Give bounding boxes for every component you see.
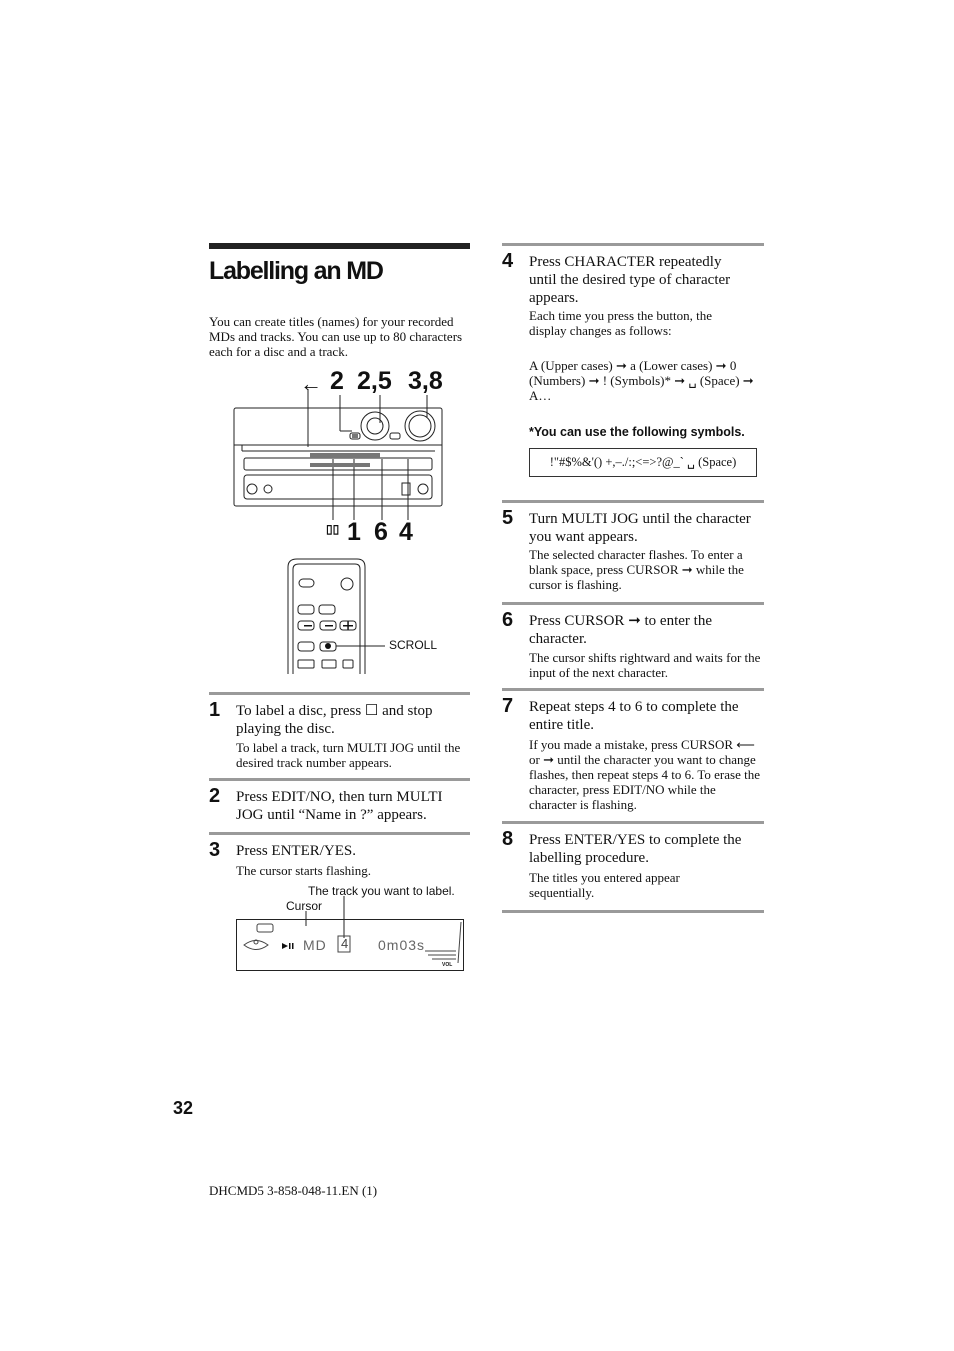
step-number: 5 [502,507,514,529]
step-number: 8 [502,828,514,850]
step-instruction: Press EDIT/NO, then turn MULTI JOG until “Name in ?” appears. [236,789,443,823]
diagram-label-4: 4 [399,518,413,546]
display-diagram [236,880,468,975]
step-instruction: Repeat steps 4 to 6 to complete the entire title. [529,699,739,733]
symbols-note: *You can use the following symbols. [529,425,745,439]
vol-label: VOL [442,962,453,968]
step-instruction: Press ENTER/YES. [236,843,356,859]
scroll-label: SCROLL [389,638,438,652]
step-detail: To label a track, turn MULTI JOG until the desired track number appears. [236,740,461,770]
step-8 [502,821,764,912]
step-number: 1 [209,699,221,721]
step-detail: The cursor starts flashing. [236,863,372,878]
step-1 [209,692,470,779]
diagram-label-left-arrow: ← [300,371,322,396]
footer-code: DHCMD5 3-858-048-11.EN (1) [209,1183,378,1198]
step-detail: Each time you press the button, the display changes as follows: [529,308,713,338]
remote-diagram [285,557,445,675]
step-detail: The cursor shifts rightward and waits for the input of the next character. [529,650,761,680]
diagram-label-3-8: 3,8 [408,367,443,395]
step-7 [502,688,764,823]
lcd-time: 0m03s [378,937,426,953]
diagram-label-2: 2 [330,367,344,395]
step-number: 2 [209,785,221,807]
step-instruction: Press CURSOR ➞ to enter the character. [529,613,712,647]
step-detail: The selected character flashes. To enter a blank space, press CURSOR ➞ while the cursor is flashing. [529,547,744,592]
lcd-md-text: MD [303,937,327,953]
unit-diagram [230,365,470,550]
character-sequence: A (Upper cases) ➞ a (Lower cases) ➞ 0 (Numbers) ➞ ! (Symbols)* ➞ ␣ (Space) ➞ A… [529,358,754,403]
step-instruction: To label a disc, press ☐ and stop playing the disc. [236,703,433,737]
page-number: 32 [173,1098,194,1118]
step-number: 6 [502,609,514,631]
lcd-track-number: 4 [341,936,349,951]
page-title: Labelling an MD [209,243,470,286]
diagram-label-pause: ▯▯ [326,522,340,536]
step-number: 3 [209,839,221,861]
track-annotation: The track you want to label. [308,884,455,898]
intro-text: You can create titles (names) for your recorded MDs and tracks. You can use up to 80 characters each for a disc and a track. [209,314,463,359]
section-end-rule [502,910,764,913]
diagram-label-1: 1 [347,518,361,546]
lcd-illustration [236,880,468,975]
step-number: 7 [502,695,514,717]
diagram-label-6: 6 [374,518,388,546]
step-detail: If you made a mistake, press CURSOR ⟵ or ➞ until the character you want to change flashes, then repeat steps 4 to 6. To erase the character, press EDIT/NO while the character is flashing. [529,737,760,812]
step-instruction: Press CHARACTER repeatedly until the desired type of character appears. [529,254,731,306]
cursor-annotation: Cursor [286,899,323,913]
step-2 [209,778,470,833]
step-instruction: Press ENTER/YES to complete the labelling procedure. [529,832,742,866]
step-5 [502,500,764,603]
step-number: 4 [502,250,514,272]
step-instruction: Turn MULTI JOG until the character you want appears. [529,511,751,545]
symbols-box: !"#$%&'() +,–./:;<=>?@_` ␣ (Space) [529,448,757,477]
step-detail: The titles you entered appear sequentially. [529,870,680,900]
diagram-label-2-5: 2,5 [357,367,392,395]
remote-illustration [285,557,445,675]
step-6 [502,602,764,689]
